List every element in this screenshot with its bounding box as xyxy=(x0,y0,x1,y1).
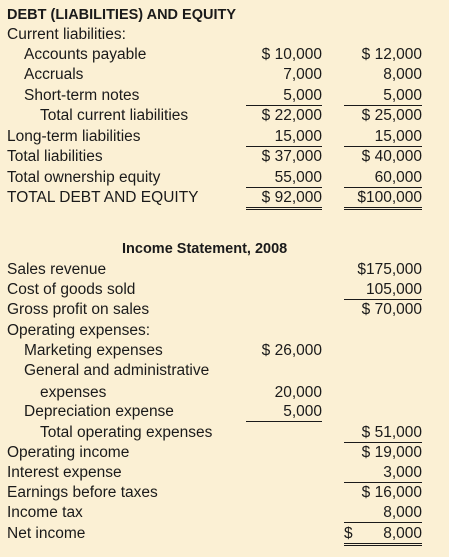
long-term-liabilities-value-2: 15,000 xyxy=(344,128,422,147)
operating-income-label: Operating income xyxy=(7,444,130,461)
total-debt-equity-value-2: $100,000 xyxy=(344,189,422,210)
depreciation-label: Depreciation expense xyxy=(24,403,174,420)
total-current-liabilities-value-1: $ 22,000 xyxy=(261,107,322,124)
long-term-liabilities-value-1: 15,000 xyxy=(246,128,322,147)
total-operating-expenses-label: Total operating expenses xyxy=(40,424,213,441)
accounts-payable-value-2: $ 12,000 xyxy=(361,46,422,63)
cogs-value: 105,000 xyxy=(344,281,422,300)
total-operating-expenses-value: $ 51,000 xyxy=(344,424,422,443)
total-current-liabilities-value-2: $ 25,000 xyxy=(361,107,422,124)
accounts-payable-value-1: $ 10,000 xyxy=(261,46,322,63)
total-liabilities-value-1: $ 37,000 xyxy=(261,148,322,165)
marketing-expenses-value: $ 26,000 xyxy=(261,342,322,359)
marketing-expenses-label: Marketing expenses xyxy=(24,342,163,359)
short-term-notes-value-2: 5,000 xyxy=(344,87,422,106)
balance-sheet-heading: DEBT (LIABILITIES) AND EQUITY xyxy=(7,7,237,23)
net-income-dollar-sign: $ xyxy=(344,525,353,542)
cogs-label: Cost of goods sold xyxy=(7,281,136,298)
accounts-payable-label: Accounts payable xyxy=(24,46,147,63)
gen-admin-label-line2: expenses xyxy=(40,384,107,401)
total-debt-equity-label: TOTAL DEBT AND EQUITY xyxy=(7,189,199,206)
income-tax-value: 8,000 xyxy=(344,504,422,523)
short-term-notes-label: Short-term notes xyxy=(24,87,140,104)
total-ownership-equity-value-2: 60,000 xyxy=(344,169,422,188)
total-liabilities-value-2: $ 40,000 xyxy=(361,148,422,165)
net-income-amount: 8,000 xyxy=(383,525,422,542)
long-term-liabilities-label: Long-term liabilities xyxy=(7,128,141,145)
sales-revenue-label: Sales revenue xyxy=(7,261,107,278)
net-income-label: Net income xyxy=(7,525,86,542)
total-ownership-equity-value-1: 55,000 xyxy=(246,169,322,188)
ebt-value: $ 16,000 xyxy=(361,484,422,501)
operating-income-value: $ 19,000 xyxy=(361,444,422,461)
gross-profit-label: Gross profit on sales xyxy=(7,301,150,318)
total-ownership-equity-label: Total ownership equity xyxy=(7,169,161,186)
current-liabilities-label: Current liabilities: xyxy=(7,26,126,43)
depreciation-value: 5,000 xyxy=(246,403,322,422)
total-current-liabilities-label: Total current liabilities xyxy=(40,107,189,124)
interest-expense-label: Interest expense xyxy=(7,464,122,481)
net-income-value xyxy=(344,525,422,546)
accruals-value-2: 8,000 xyxy=(383,66,422,83)
total-liabilities-label: Total liabilities xyxy=(7,148,103,165)
accruals-label: Accruals xyxy=(24,66,84,83)
gross-profit-value: $ 70,000 xyxy=(361,301,422,318)
sales-revenue-value: $175,000 xyxy=(357,261,422,278)
total-debt-equity-value-1: $ 92,000 xyxy=(246,189,322,210)
accruals-value-1: 7,000 xyxy=(283,66,322,83)
operating-expenses-label: Operating expenses: xyxy=(7,322,151,339)
income-tax-label: Income tax xyxy=(7,504,83,521)
gen-admin-value: 20,000 xyxy=(274,384,322,401)
gen-admin-label-line1: General and administrative xyxy=(24,362,210,379)
ebt-label: Earnings before taxes xyxy=(7,484,158,501)
income-statement-heading: Income Statement, 2008 xyxy=(122,241,288,257)
short-term-notes-value-1: 5,000 xyxy=(246,87,322,106)
interest-expense-value: 3,000 xyxy=(344,464,422,483)
